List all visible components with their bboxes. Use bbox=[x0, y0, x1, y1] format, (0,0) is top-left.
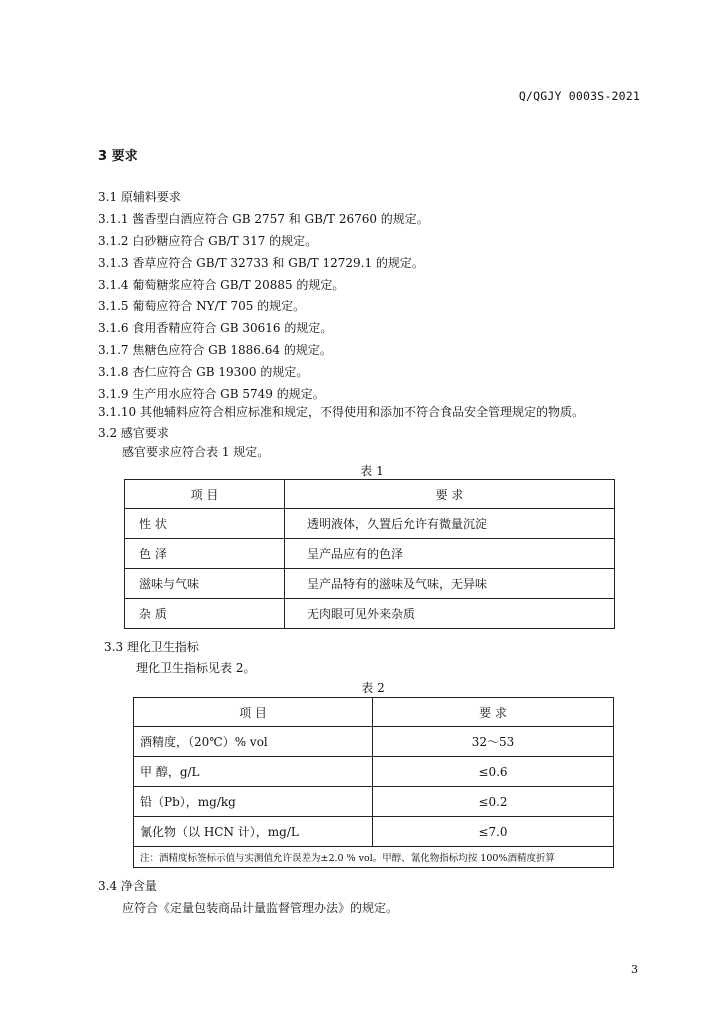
table-cell: 杂 质 bbox=[125, 599, 285, 629]
table-row bbox=[134, 727, 614, 757]
physchem-table bbox=[133, 697, 614, 868]
table-cell: 酒精度，（20℃）% vol bbox=[134, 727, 373, 757]
table-row bbox=[134, 817, 614, 847]
sensory-table bbox=[124, 479, 615, 629]
table-cell: 透明液体，久置后允许有微量沉淀 bbox=[285, 509, 615, 539]
clause-3-1-6: 3.1.6 食用香精应符合 GB 30616 的规定。 bbox=[98, 321, 333, 335]
heading-3-2: 3.2 感官要求 bbox=[98, 426, 169, 440]
table-cell: 铅（Pb），mg/kg bbox=[134, 787, 373, 817]
table1-caption: 表 1 bbox=[360, 464, 384, 478]
table-header-cell: 要 求 bbox=[285, 480, 615, 509]
table-cell: 滋味与气味 bbox=[125, 569, 285, 599]
heading-3-3: 3.3 理化卫生指标 bbox=[104, 640, 199, 654]
table-cell: ≤7.0 bbox=[373, 817, 614, 847]
clause-3-1-8: 3.1.8 杏仁应符合 GB 19300 的规定。 bbox=[98, 365, 309, 379]
table-row bbox=[134, 757, 614, 787]
table-header-row bbox=[125, 480, 615, 509]
table-row bbox=[134, 787, 614, 817]
document-code: Q/QGJY 0003S-2021 bbox=[518, 89, 640, 103]
table-row bbox=[125, 569, 615, 599]
table-header-row bbox=[134, 698, 614, 727]
clause-3-1-10: 3.1.10 其他辅料应符合相应标准和规定，不得使用和添加不符合食品安全管理规定的物质。 bbox=[98, 405, 584, 419]
clause-3-1-7: 3.1.7 焦糖色应符合 GB 1886.64 的规定。 bbox=[98, 343, 332, 357]
table-cell: 呈产品特有的滋味及气味，无异味 bbox=[285, 569, 615, 599]
table-cell: 无肉眼可见外来杂质 bbox=[285, 599, 615, 629]
table-cell: 色 泽 bbox=[125, 539, 285, 569]
table-cell: 氰化物（以 HCN 计），mg/L bbox=[134, 817, 373, 847]
table-cell: 性 状 bbox=[125, 509, 285, 539]
clause-3-1-4: 3.1.4 葡萄糖浆应符合 GB/T 20885 的规定。 bbox=[98, 278, 345, 292]
table-row bbox=[125, 509, 615, 539]
table-cell: ≤0.6 bbox=[373, 757, 614, 787]
heading-3-4: 3.4 净含量 bbox=[98, 879, 157, 893]
table-note-row bbox=[134, 847, 614, 868]
table-cell: 呈产品应有的色泽 bbox=[285, 539, 615, 569]
physchem-intro: 理化卫生指标见表 2。 bbox=[136, 661, 256, 675]
table-row bbox=[125, 599, 615, 629]
table-cell: ≤0.2 bbox=[373, 787, 614, 817]
heading-3-1: 3.1 原辅料要求 bbox=[98, 190, 181, 204]
clause-3-1-9: 3.1.9 生产用水应符合 GB 5749 的规定。 bbox=[98, 387, 325, 401]
net-content-text: 应符合《定量包装商品计量监督管理办法》的规定。 bbox=[122, 901, 399, 915]
page-number: 3 bbox=[631, 963, 638, 976]
table-header-cell: 项 目 bbox=[125, 480, 285, 509]
table2-caption: 表 2 bbox=[361, 681, 385, 695]
clause-3-1-3: 3.1.3 香草应符合 GB/T 32733 和 GB/T 12729.1 的规定。 bbox=[98, 256, 424, 270]
table-note: 注：酒精度标签标示值与实测值允许误差为±2.0 % vol。甲醇、氰化物指标均按 100%酒精度折算 bbox=[134, 847, 614, 868]
section-title: 3 要求 bbox=[98, 149, 138, 164]
table-header-cell: 要 求 bbox=[373, 698, 614, 727]
sensory-intro: 感官要求应符合表 1 规定。 bbox=[122, 445, 270, 459]
clause-3-1-5: 3.1.5 葡萄应符合 NY/T 705 的规定。 bbox=[98, 299, 306, 313]
clause-3-1-2: 3.1.2 白砂糖应符合 GB/T 317 的规定。 bbox=[98, 234, 318, 248]
table-header-cell: 项 目 bbox=[134, 698, 373, 727]
table-cell: 32～53 bbox=[373, 727, 614, 757]
table-row bbox=[125, 539, 615, 569]
clause-3-1-1: 3.1.1 酱香型白酒应符合 GB 2757 和 GB/T 26760 的规定。 bbox=[98, 212, 429, 226]
table-cell: 甲 醇，g/L bbox=[134, 757, 373, 787]
